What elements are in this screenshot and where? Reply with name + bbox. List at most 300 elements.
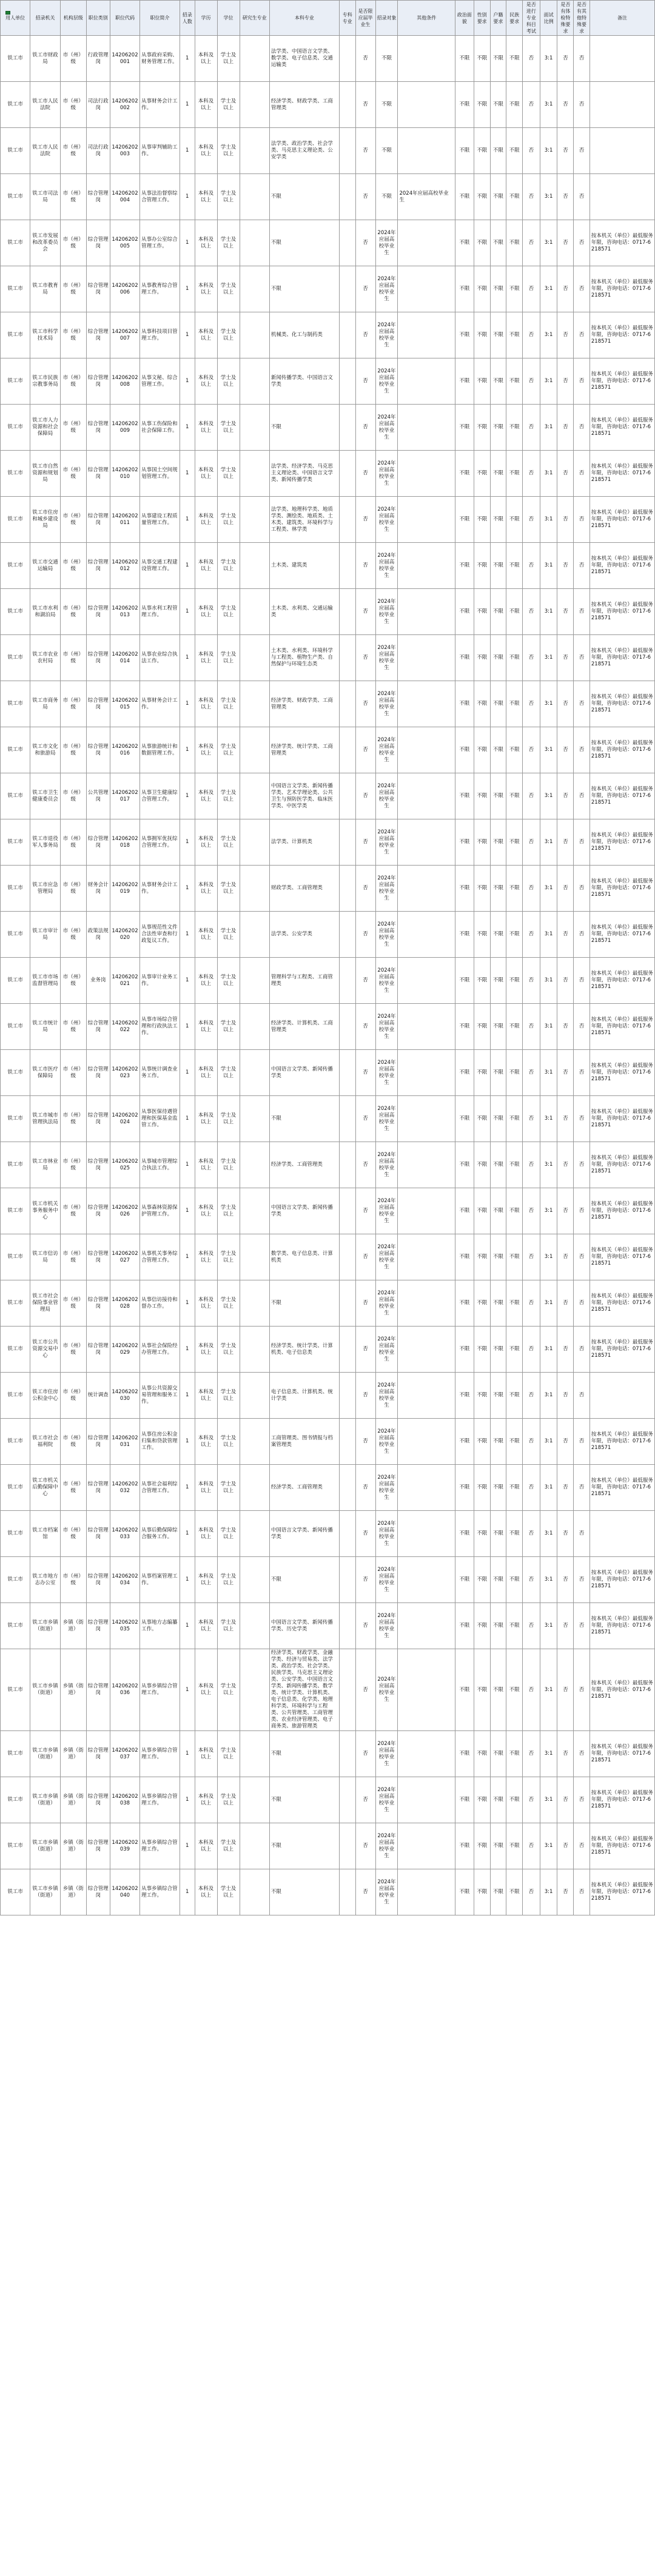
table-cell[interactable]: 不限	[506, 543, 523, 589]
table-cell[interactable]: 否	[355, 1234, 375, 1280]
table-cell[interactable]: 不限	[490, 405, 506, 451]
table-cell[interactable]: 否	[557, 543, 574, 589]
table-cell[interactable]: 法学类、地理科学类、地质学类、测绘类、地质类、土木类、建筑类、环境科学与工程类、林学类	[269, 497, 339, 543]
column-header[interactable]: 户籍要求	[490, 1, 506, 36]
table-cell[interactable]: 不限	[455, 82, 474, 128]
table-cell[interactable]: 不限	[455, 589, 474, 635]
table-cell[interactable]: 不限	[269, 1096, 339, 1142]
table-cell[interactable]: 按本机关（单位）最低服务年限，咨询电话：0717-6218571	[590, 681, 654, 727]
table-cell[interactable]: 2024年应届高校毕业生	[375, 220, 398, 266]
column-header[interactable]: 职位类别	[86, 1, 110, 36]
table-cell[interactable]: 本科及以上	[195, 128, 217, 174]
table-cell[interactable]: 否	[522, 1465, 540, 1511]
table-cell[interactable]: 否	[574, 1557, 590, 1603]
table-cell[interactable]: 不限	[490, 1234, 506, 1280]
table-cell[interactable]	[398, 1142, 455, 1188]
table-cell[interactable]: 铁工市应急管理局	[30, 866, 60, 912]
table-cell[interactable]: 否	[522, 1142, 540, 1188]
table-cell[interactable]: 1	[180, 1777, 195, 1823]
table-cell[interactable]: 不限	[506, 589, 523, 635]
table-cell[interactable]: 14206202012	[110, 543, 139, 589]
table-cell[interactable]: 从事社会保险经办管理工作。	[140, 1327, 180, 1373]
table-cell[interactable]: 本科及以上	[195, 1777, 217, 1823]
table-cell[interactable]: 综合管理岗	[86, 1142, 110, 1188]
table-cell[interactable]: 不限	[490, 220, 506, 266]
table-cell[interactable]: 学士及以上	[217, 174, 240, 220]
table-cell[interactable]: 14206202002	[110, 82, 139, 128]
table-cell[interactable]: 14206202034	[110, 1557, 139, 1603]
table-cell[interactable]: 不限	[474, 405, 490, 451]
table-cell[interactable]: 否	[355, 82, 375, 128]
table-cell[interactable]: 不限	[455, 1142, 474, 1188]
table-cell[interactable]: 否	[522, 220, 540, 266]
table-cell[interactable]: 铁工市乡镇（街道）	[30, 1603, 60, 1649]
table-cell[interactable]: 不限	[490, 543, 506, 589]
column-header[interactable]: 是否限应届毕业生	[355, 1, 375, 36]
table-cell[interactable]: 否	[574, 773, 590, 819]
table-cell[interactable]: 否	[574, 727, 590, 773]
table-cell[interactable]: 否	[522, 405, 540, 451]
table-cell[interactable]: 否	[522, 36, 540, 82]
table-cell[interactable]: 法学类、公安学类	[269, 912, 339, 958]
table-cell[interactable]: 3:1	[540, 1603, 557, 1649]
table-cell[interactable]: 1	[180, 128, 195, 174]
table-cell[interactable]: 否	[355, 819, 375, 866]
table-cell[interactable]: 3:1	[540, 358, 557, 405]
table-cell[interactable]	[240, 681, 269, 727]
table-cell[interactable]: 学士及以上	[217, 1557, 240, 1603]
table-cell[interactable]: 2024年应届高校毕业生	[375, 1234, 398, 1280]
table-cell[interactable]: 铁工市自然资源和规划局	[30, 451, 60, 497]
table-cell[interactable]: 不限	[474, 1557, 490, 1603]
table-cell[interactable]: 不限	[474, 1142, 490, 1188]
table-cell[interactable]: 综合管理岗	[86, 589, 110, 635]
table-cell[interactable]: 从事公共资源交易管理和服务工作。	[140, 1373, 180, 1419]
table-cell[interactable]: 3:1	[540, 312, 557, 358]
table-cell[interactable]: 从事文秘、综合管理工作。	[140, 358, 180, 405]
table-cell[interactable]	[240, 1373, 269, 1419]
table-cell[interactable]: 2024年应届高校毕业生	[375, 543, 398, 589]
table-cell[interactable]: 不限	[490, 773, 506, 819]
table-cell[interactable]: 市（州）级	[60, 497, 86, 543]
table-cell[interactable]	[339, 36, 355, 82]
table-cell[interactable]: 本科及以上	[195, 589, 217, 635]
table-cell[interactable]	[339, 958, 355, 1004]
table-cell[interactable]: 否	[522, 1869, 540, 1915]
table-cell[interactable]: 市（州）级	[60, 1511, 86, 1557]
table-cell[interactable]: 学士及以上	[217, 1050, 240, 1096]
table-cell[interactable]: 1	[180, 1557, 195, 1603]
table-cell[interactable]: 铁工市	[1, 1823, 30, 1869]
table-cell[interactable]: 市（州）级	[60, 1004, 86, 1050]
table-cell[interactable]: 铁工市	[1, 681, 30, 727]
table-cell[interactable]: 市（州）级	[60, 358, 86, 405]
table-cell[interactable]: 否	[522, 1327, 540, 1373]
table-cell[interactable]: 不限	[490, 727, 506, 773]
table-cell[interactable]: 否	[574, 1004, 590, 1050]
table-cell[interactable]: 土木类、建筑类	[269, 543, 339, 589]
table-cell[interactable]: 14206202017	[110, 773, 139, 819]
table-cell[interactable]: 综合管理岗	[86, 681, 110, 727]
table-cell[interactable]: 铁工市科学技术局	[30, 312, 60, 358]
table-cell[interactable]: 机械类、化工与制药类	[269, 312, 339, 358]
table-cell[interactable]: 铁工市	[1, 727, 30, 773]
table-cell[interactable]: 学士及以上	[217, 1234, 240, 1280]
table-cell[interactable]: 否	[355, 1327, 375, 1373]
table-cell[interactable]: 14206202040	[110, 1869, 139, 1915]
table-cell[interactable]: 1	[180, 1234, 195, 1280]
table-cell[interactable]	[240, 958, 269, 1004]
table-cell[interactable]: 不限	[455, 866, 474, 912]
table-cell[interactable]: 铁工市	[1, 635, 30, 681]
table-cell[interactable]: 不限	[506, 1731, 523, 1777]
table-cell[interactable]: 乡镇（街道）	[60, 1869, 86, 1915]
table-cell[interactable]: 不限	[490, 1096, 506, 1142]
table-cell[interactable]: 不限	[506, 1234, 523, 1280]
table-cell[interactable]: 2024年应届高校毕业生	[375, 1649, 398, 1731]
table-cell[interactable]: 不限	[506, 220, 523, 266]
table-cell[interactable]: 从事教育综合管理工作。	[140, 266, 180, 312]
table-cell[interactable]: 否	[355, 128, 375, 174]
table-cell[interactable]: 2024年应届高校毕业生	[375, 358, 398, 405]
table-cell[interactable]: 学士及以上	[217, 681, 240, 727]
table-cell[interactable]: 本科及以上	[195, 819, 217, 866]
table-cell[interactable]: 3:1	[540, 912, 557, 958]
table-cell[interactable]: 铁工市水利和湖泊局	[30, 589, 60, 635]
table-cell[interactable]: 综合管理岗	[86, 1511, 110, 1557]
table-cell[interactable]	[339, 819, 355, 866]
table-cell[interactable]: 从事统计调查业务工作。	[140, 1050, 180, 1096]
column-header[interactable]: 职位代码	[110, 1, 139, 36]
table-cell[interactable]: 铁工市乡镇（街道）	[30, 1869, 60, 1915]
table-cell[interactable]: 本科及以上	[195, 266, 217, 312]
table-cell[interactable]: 新闻传播学类、中国语言文学类	[269, 358, 339, 405]
table-cell[interactable]: 本科及以上	[195, 1511, 217, 1557]
table-cell[interactable]: 否	[522, 1419, 540, 1465]
table-cell[interactable]	[398, 912, 455, 958]
table-cell[interactable]: 从事审计业务工作。	[140, 958, 180, 1004]
table-cell[interactable]: 2024年应届高校毕业生	[375, 1731, 398, 1777]
table-cell[interactable]: 铁工市乡镇（街道）	[30, 1777, 60, 1823]
table-cell[interactable]: 14206202033	[110, 1511, 139, 1557]
table-cell[interactable]: 否	[355, 1511, 375, 1557]
table-cell[interactable]: 铁工市退役军人事务局	[30, 819, 60, 866]
table-cell[interactable]: 不限	[455, 220, 474, 266]
table-cell[interactable]: 铁工市乡镇（街道）	[30, 1823, 60, 1869]
table-cell[interactable]: 综合管理岗	[86, 727, 110, 773]
table-cell[interactable]: 本科及以上	[195, 1096, 217, 1142]
table-cell[interactable]: 学士及以上	[217, 220, 240, 266]
table-cell[interactable]: 综合管理岗	[86, 1280, 110, 1327]
table-cell[interactable]: 不限	[506, 174, 523, 220]
table-cell[interactable]: 否	[522, 1511, 540, 1557]
table-cell[interactable]: 14206202016	[110, 727, 139, 773]
table-cell[interactable]	[339, 220, 355, 266]
table-cell[interactable]: 不限	[455, 543, 474, 589]
table-cell[interactable]: 铁工市	[1, 1731, 30, 1777]
table-cell[interactable]: 铁工市审计局	[30, 912, 60, 958]
table-cell[interactable]	[339, 266, 355, 312]
table-cell[interactable]	[398, 773, 455, 819]
table-cell[interactable]: 否	[557, 451, 574, 497]
table-cell[interactable]	[339, 773, 355, 819]
table-cell[interactable]: 学士及以上	[217, 82, 240, 128]
table-cell[interactable]: 铁工市	[1, 912, 30, 958]
column-header[interactable]: 面试比例	[540, 1, 557, 36]
table-cell[interactable]: 否	[355, 1823, 375, 1869]
table-cell[interactable]: 2024年应届高校毕业生	[375, 1050, 398, 1096]
table-cell[interactable]: 2024年应届高校毕业生	[375, 912, 398, 958]
table-cell[interactable]	[339, 1823, 355, 1869]
table-cell[interactable]: 不限	[506, 1142, 523, 1188]
table-cell[interactable]: 否	[574, 681, 590, 727]
table-cell[interactable]	[398, 1327, 455, 1373]
table-cell[interactable]: 不限	[490, 958, 506, 1004]
table-cell[interactable]: 按本机关（单位）最低服务年限，咨询电话：0717-6218571	[590, 912, 654, 958]
table-cell[interactable]: 不限	[490, 358, 506, 405]
table-cell[interactable]: 从事地方志编纂工作。	[140, 1603, 180, 1649]
table-cell[interactable]: 市（州）级	[60, 312, 86, 358]
table-cell[interactable]: 不限	[490, 451, 506, 497]
table-cell[interactable]: 否	[574, 1869, 590, 1915]
table-cell[interactable]: 1	[180, 1603, 195, 1649]
table-cell[interactable]: 1	[180, 1823, 195, 1869]
table-cell[interactable]: 从事旅游统计和数据管理工作。	[140, 727, 180, 773]
table-cell[interactable]: 综合管理岗	[86, 1327, 110, 1373]
table-cell[interactable]: 铁工市档案馆	[30, 1511, 60, 1557]
table-cell[interactable]: 1	[180, 727, 195, 773]
table-cell[interactable]: 2024年应届高校毕业生	[375, 589, 398, 635]
table-cell[interactable]: 铁工市民族宗教事务局	[30, 358, 60, 405]
table-cell[interactable]: 否	[574, 819, 590, 866]
table-cell[interactable]: 1	[180, 589, 195, 635]
table-cell[interactable]: 1	[180, 405, 195, 451]
table-cell[interactable]: 3:1	[540, 819, 557, 866]
table-cell[interactable]: 铁工市	[1, 1188, 30, 1234]
table-cell[interactable]: 1	[180, 773, 195, 819]
table-cell[interactable]: 否	[522, 1188, 540, 1234]
table-cell[interactable]	[240, 1050, 269, 1096]
table-cell[interactable]	[339, 1603, 355, 1649]
table-cell[interactable]: 学士及以上	[217, 1188, 240, 1234]
table-cell[interactable]: 不限	[490, 819, 506, 866]
table-cell[interactable]: 1	[180, 497, 195, 543]
table-cell[interactable]: 否	[574, 589, 590, 635]
table-cell[interactable]: 不限	[474, 727, 490, 773]
table-cell[interactable]: 14206202001	[110, 36, 139, 82]
table-cell[interactable]: 市（州）级	[60, 174, 86, 220]
table-cell[interactable]: 否	[557, 1731, 574, 1777]
column-header[interactable]: 本科专业	[269, 1, 339, 36]
table-cell[interactable]: 1	[180, 220, 195, 266]
table-cell[interactable]: 3:1	[540, 266, 557, 312]
table-cell[interactable]: 不限	[455, 1869, 474, 1915]
table-cell[interactable]: 2024年应届高校毕业生	[375, 773, 398, 819]
table-cell[interactable]: 不限	[474, 1280, 490, 1327]
table-cell[interactable]: 综合管理岗	[86, 312, 110, 358]
table-cell[interactable]	[339, 1869, 355, 1915]
column-header[interactable]: 招录机关	[30, 1, 60, 36]
table-cell[interactable]: 2024年应届高校毕业生	[375, 727, 398, 773]
table-cell[interactable]: 否	[574, 866, 590, 912]
table-cell[interactable]: 电子信息类、计算机类、统计学类	[269, 1373, 339, 1419]
table-cell[interactable]: 14206202039	[110, 1823, 139, 1869]
table-cell[interactable]: 不限	[269, 1557, 339, 1603]
table-cell[interactable]: 市（州）级	[60, 128, 86, 174]
table-cell[interactable]	[240, 358, 269, 405]
table-cell[interactable]: 2024年应届高校毕业生	[375, 405, 398, 451]
table-cell[interactable]: 14206202026	[110, 1188, 139, 1234]
table-cell[interactable]: 不限	[506, 1096, 523, 1142]
table-cell[interactable]: 铁工市社会福利院	[30, 1419, 60, 1465]
table-cell[interactable]: 从事乡镇综合管理工作。	[140, 1731, 180, 1777]
table-cell[interactable]: 3:1	[540, 773, 557, 819]
table-cell[interactable]: 综合管理岗	[86, 543, 110, 589]
table-cell[interactable]: 3:1	[540, 1234, 557, 1280]
table-cell[interactable]: 不限	[474, 1373, 490, 1419]
table-cell[interactable]: 不限	[269, 1869, 339, 1915]
table-cell[interactable]: 否	[557, 1373, 574, 1419]
table-cell[interactable]: 不限	[506, 727, 523, 773]
table-cell[interactable]: 市（州）级	[60, 220, 86, 266]
table-cell[interactable]	[339, 589, 355, 635]
table-cell[interactable]: 不限	[490, 1004, 506, 1050]
table-cell[interactable]: 不限	[474, 958, 490, 1004]
table-cell[interactable]: 否	[574, 358, 590, 405]
table-cell[interactable]: 否	[355, 1731, 375, 1777]
table-cell[interactable]: 3:1	[540, 1511, 557, 1557]
table-cell[interactable]: 市（州）级	[60, 1050, 86, 1096]
table-cell[interactable]: 综合管理岗	[86, 1823, 110, 1869]
table-cell[interactable]	[398, 1731, 455, 1777]
table-cell[interactable]	[398, 1373, 455, 1419]
table-cell[interactable]: 1	[180, 1280, 195, 1327]
table-cell[interactable]: 3:1	[540, 1823, 557, 1869]
table-cell[interactable]: 从事法治督察综合管理工作。	[140, 174, 180, 220]
table-cell[interactable]: 市（州）级	[60, 589, 86, 635]
table-cell[interactable]	[339, 727, 355, 773]
table-cell[interactable]: 不限	[490, 866, 506, 912]
table-cell[interactable]: 2024年应届高校毕业生	[375, 1465, 398, 1511]
table-cell[interactable]: 3:1	[540, 405, 557, 451]
table-cell[interactable]: 本科及以上	[195, 1603, 217, 1649]
table-cell[interactable]: 3:1	[540, 174, 557, 220]
table-cell[interactable]	[398, 1823, 455, 1869]
table-cell[interactable]: 综合管理岗	[86, 358, 110, 405]
table-cell[interactable]: 从事交通工程建设管理工作。	[140, 543, 180, 589]
table-cell[interactable]: 否	[557, 912, 574, 958]
table-cell[interactable]: 本科及以上	[195, 1649, 217, 1731]
table-cell[interactable]: 按本机关（单位）最低服务年限，咨询电话：0717-6218571	[590, 635, 654, 681]
table-cell[interactable]: 2024年应届高校毕业生	[375, 1327, 398, 1373]
table-cell[interactable]: 否	[355, 451, 375, 497]
table-cell[interactable]	[398, 958, 455, 1004]
table-cell[interactable]: 否	[355, 773, 375, 819]
table-cell[interactable]: 否	[522, 1234, 540, 1280]
table-cell[interactable]: 1	[180, 174, 195, 220]
table-cell[interactable]: 不限	[506, 1373, 523, 1419]
table-cell[interactable]	[398, 1419, 455, 1465]
table-cell[interactable]	[339, 1465, 355, 1511]
table-cell[interactable]: 不限	[490, 1823, 506, 1869]
table-cell[interactable]: 否	[557, 958, 574, 1004]
table-cell[interactable]: 从事工伤保险和社会保障工作。	[140, 405, 180, 451]
table-cell[interactable]: 不限	[490, 1419, 506, 1465]
table-cell[interactable]: 否	[574, 543, 590, 589]
table-cell[interactable]	[339, 1777, 355, 1823]
table-cell[interactable]: 2024年应届高校毕业生	[375, 681, 398, 727]
table-cell[interactable]: 否	[557, 1004, 574, 1050]
table-cell[interactable]: 否	[522, 589, 540, 635]
table-cell[interactable]: 否	[574, 220, 590, 266]
table-cell[interactable]: 综合管理岗	[86, 405, 110, 451]
table-cell[interactable]: 按本机关（单位）最低服务年限，咨询电话：0717-6218571	[590, 358, 654, 405]
table-cell[interactable]	[398, 1004, 455, 1050]
table-cell[interactable]: 14206202014	[110, 635, 139, 681]
table-cell[interactable]: 不限	[506, 266, 523, 312]
table-cell[interactable]: 综合管理岗	[86, 451, 110, 497]
table-cell[interactable]: 铁工市	[1, 1004, 30, 1050]
table-cell[interactable]: 铁工市	[1, 958, 30, 1004]
table-cell[interactable]: 学士及以上	[217, 1096, 240, 1142]
table-cell[interactable]: 否	[574, 1096, 590, 1142]
table-cell[interactable]	[339, 635, 355, 681]
table-cell[interactable]: 铁工市司法局	[30, 174, 60, 220]
table-cell[interactable]: 不限	[455, 1419, 474, 1465]
table-cell[interactable]	[240, 1188, 269, 1234]
table-cell[interactable]: 1	[180, 1188, 195, 1234]
table-cell[interactable]: 否	[557, 1280, 574, 1327]
table-cell[interactable]: 不限	[490, 82, 506, 128]
table-cell[interactable]: 铁工市	[1, 82, 30, 128]
table-cell[interactable]: 学士及以上	[217, 958, 240, 1004]
table-cell[interactable]: 乡镇（街道）	[60, 1823, 86, 1869]
table-cell[interactable]	[240, 589, 269, 635]
table-cell[interactable]: 3:1	[540, 220, 557, 266]
table-cell[interactable]: 中国语言文学类、新闻传播学类、历史学类	[269, 1603, 339, 1649]
table-cell[interactable]: 不限	[506, 36, 523, 82]
table-cell[interactable]: 从事规范性文件合法性审查和行政复议工作。	[140, 912, 180, 958]
table-cell[interactable]	[240, 1649, 269, 1731]
table-cell[interactable]	[339, 1096, 355, 1142]
table-cell[interactable]: 否	[355, 1777, 375, 1823]
table-cell[interactable]: 3:1	[540, 82, 557, 128]
table-cell[interactable]	[240, 819, 269, 866]
table-cell[interactable]: 综合管理岗	[86, 266, 110, 312]
table-cell[interactable]: 否	[355, 266, 375, 312]
table-cell[interactable]: 否	[522, 1603, 540, 1649]
table-cell[interactable]: 3:1	[540, 635, 557, 681]
table-cell[interactable]	[339, 1731, 355, 1777]
table-cell[interactable]: 否	[355, 1096, 375, 1142]
table-cell[interactable]	[339, 1004, 355, 1050]
table-cell[interactable]	[590, 174, 654, 220]
table-cell[interactable]: 不限	[455, 1649, 474, 1731]
table-cell[interactable]: 本科及以上	[195, 312, 217, 358]
table-cell[interactable]: 否	[557, 1465, 574, 1511]
table-cell[interactable]: 否	[557, 174, 574, 220]
table-cell[interactable]: 经济学类、财政学类、工商管理类	[269, 82, 339, 128]
table-cell[interactable]	[339, 312, 355, 358]
table-cell[interactable]: 否	[557, 358, 574, 405]
table-cell[interactable]: 学士及以上	[217, 1511, 240, 1557]
table-cell[interactable]: 14206202018	[110, 819, 139, 866]
table-cell[interactable]: 否	[355, 958, 375, 1004]
table-cell[interactable]: 不限	[490, 1777, 506, 1823]
table-cell[interactable]: 1	[180, 1511, 195, 1557]
table-cell[interactable]: 中国语言文学类、新闻传播学类	[269, 1188, 339, 1234]
table-cell[interactable]: 否	[557, 1649, 574, 1731]
